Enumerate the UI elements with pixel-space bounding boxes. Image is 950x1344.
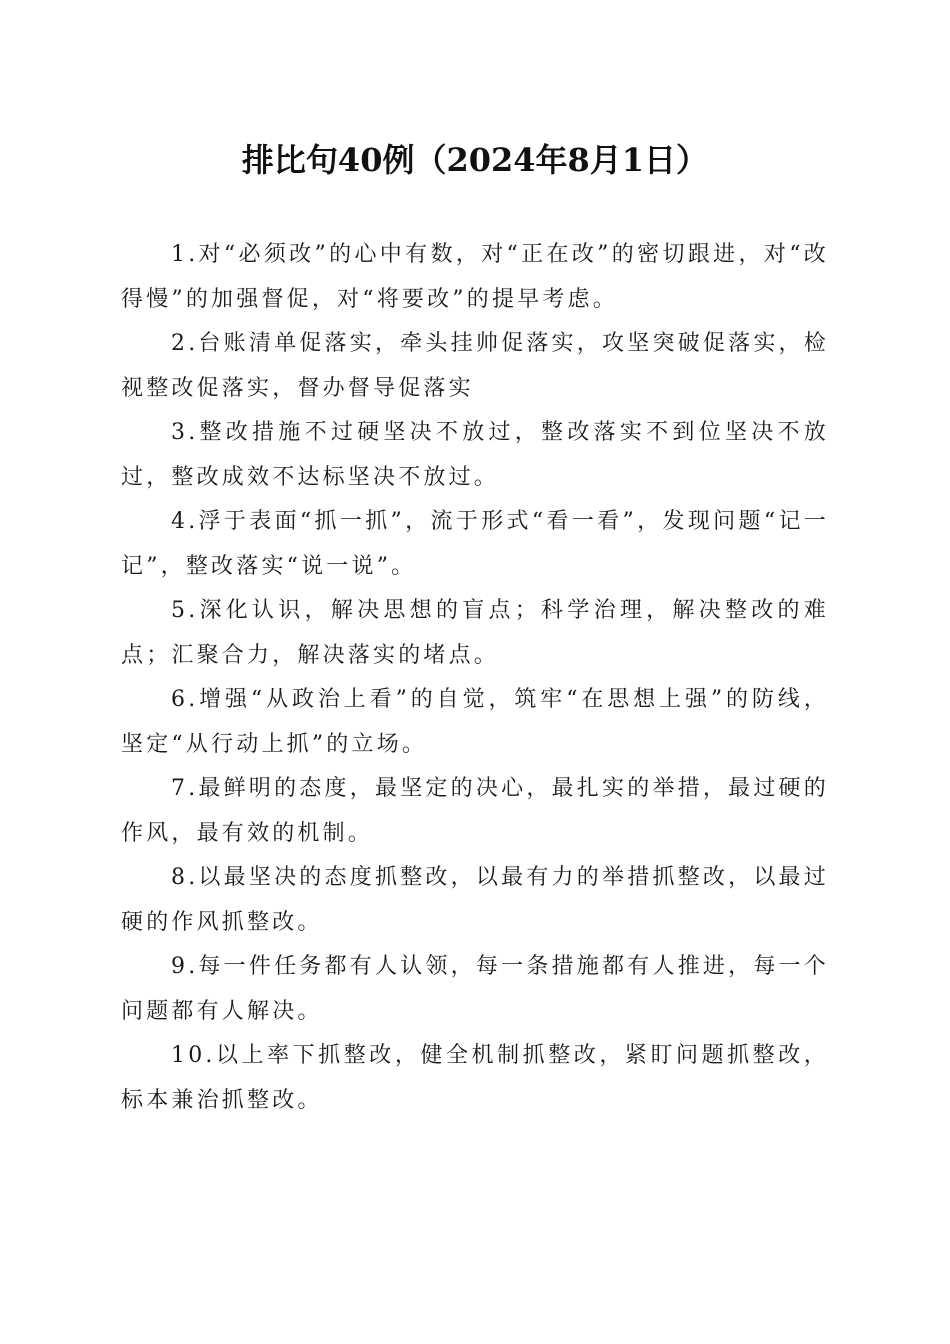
paragraph-10: 10.以上率下抓整改，健全机制抓整改，紧盯问题抓整改，标本兼治抓整改。 <box>121 1043 829 1113</box>
paragraph-7: 7.最鲜明的态度，最坚定的决心，最扎实的举措，最过硬的作风，最有效的机制。 <box>121 776 829 846</box>
paragraph-3: 3.整改措施不过硬坚决不放过，整改落实不到位坚决不放过，整改成效不达标坚决不放过。 <box>121 420 829 490</box>
paragraph-5: 5.深化认识，解决思想的盲点；科学治理，解决整改的难点；汇聚合力，解决落实的堵点。 <box>121 598 829 668</box>
paragraph-2: 2.台账清单促落实，牵头挂帅促落实，攻坚突破促落实，检视整改促落实，督办督导促落实 <box>121 331 829 401</box>
paragraph-1: 1.对“必须改”的心中有数，对“正在改”的密切跟进，对“改得慢”的加强督促，对“将要改”的提早考虑。 <box>121 242 829 312</box>
paragraph-6: 6.增强“从政治上看”的自觉，筑牢“在思想上强”的防线，坚定“从行动上抓”的立场。 <box>121 687 829 757</box>
page-title: 排比句40例（2024年8月1日） <box>241 141 709 179</box>
paragraph-4: 4.浮于表面“抓一抓”，流于形式“看一看”，发现问题“记一记”，整改落实“说一说”。 <box>121 509 829 579</box>
paragraph-8: 8.以最坚决的态度抓整改，以最有力的举措抓整改，以最过硬的作风抓整改。 <box>121 865 829 935</box>
paragraph-9: 9.每一件任务都有人认领，每一条措施都有人推进，每一个问题都有人解决。 <box>121 954 829 1024</box>
document-body <box>121 233 829 1123</box>
